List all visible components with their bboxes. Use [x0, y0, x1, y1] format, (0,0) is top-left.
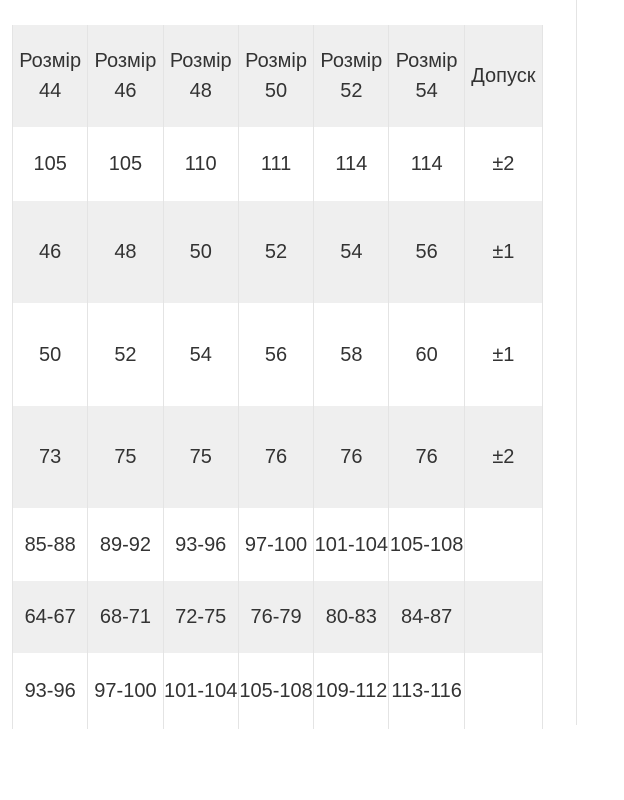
table-cell: 105 [88, 127, 163, 201]
table-right-border [576, 0, 577, 725]
table-cell: 105-108 [389, 508, 464, 581]
table-cell: 80-83 [314, 581, 389, 653]
size-chart-table [12, 25, 543, 729]
table-row [13, 406, 543, 508]
table-cell: 84-87 [389, 581, 464, 653]
table-cell: 114 [389, 127, 464, 201]
table-cell: 50 [163, 201, 238, 303]
table-cell: 105 [13, 127, 88, 201]
table-cell: ±2 [464, 127, 542, 201]
table-row [13, 303, 543, 406]
table-cell: 113-116 [389, 653, 464, 729]
table-cell: 72-75 [163, 581, 238, 653]
table-cell: 76 [389, 406, 464, 508]
header-size-54: Розмір 54 [389, 25, 464, 127]
table-cell: 64-67 [13, 581, 88, 653]
table-cell [464, 581, 542, 653]
table-cell: 75 [163, 406, 238, 508]
table-cell: 93-96 [13, 653, 88, 729]
table-cell: 56 [389, 201, 464, 303]
table-cell: 76-79 [238, 581, 313, 653]
table-cell: 105-108 [238, 653, 313, 729]
table-cell: 76 [238, 406, 313, 508]
table-cell: 85-88 [13, 508, 88, 581]
table-row [13, 508, 543, 581]
table-cell: ±1 [464, 201, 542, 303]
table-cell: 48 [88, 201, 163, 303]
table-cell: 58 [314, 303, 389, 406]
table-cell: 110 [163, 127, 238, 201]
table-cell: 76 [314, 406, 389, 508]
table-cell: 97-100 [88, 653, 163, 729]
header-tolerance: Допуск [464, 25, 542, 127]
table-row [13, 581, 543, 653]
table-row [13, 653, 543, 729]
header-size-46: Розмір 46 [88, 25, 163, 127]
table-cell: 68-71 [88, 581, 163, 653]
table-cell: 50 [13, 303, 88, 406]
size-table-scroll-area[interactable] [19, 0, 577, 725]
table-cell: 101-104 [314, 508, 389, 581]
table-cell: 114 [314, 127, 389, 201]
table-cell: 56 [238, 303, 313, 406]
table-cell: ±1 [464, 303, 542, 406]
table-cell: 52 [238, 201, 313, 303]
table-cell [464, 508, 542, 581]
table-cell: 73 [13, 406, 88, 508]
table-cell: 89-92 [88, 508, 163, 581]
header-size-50: Розмір 50 [238, 25, 313, 127]
table-cell: 52 [88, 303, 163, 406]
table-cell: 54 [163, 303, 238, 406]
table-cell: 97-100 [238, 508, 313, 581]
table-cell: ±2 [464, 406, 542, 508]
table-cell: 46 [13, 201, 88, 303]
header-size-48: Розмір 48 [163, 25, 238, 127]
table-cell: 75 [88, 406, 163, 508]
table-cell [464, 653, 542, 729]
header-size-52: Розмір 52 [314, 25, 389, 127]
table-cell: 54 [314, 201, 389, 303]
table-cell: 111 [238, 127, 313, 201]
header-size-44: Розмір 44 [13, 25, 88, 127]
table-cell: 101-104 [163, 653, 238, 729]
table-cell: 60 [389, 303, 464, 406]
table-row [13, 127, 543, 201]
table-cell: 93-96 [163, 508, 238, 581]
table-header-row [13, 25, 543, 127]
table-cell: 109-112 [314, 653, 389, 729]
table-row [13, 201, 543, 303]
